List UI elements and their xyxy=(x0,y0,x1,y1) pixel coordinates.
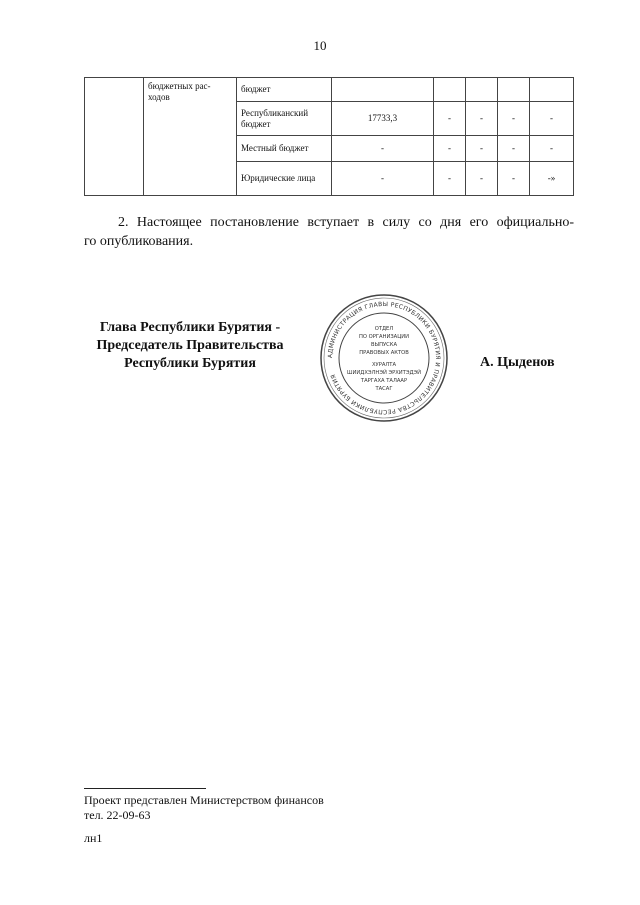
seal-line: ШИИДХЭЛНЭЙ ЭРХИТЭДЭЙ xyxy=(346,370,422,376)
value-cell: 17733,3 xyxy=(332,102,434,136)
value-cell: - xyxy=(434,162,466,196)
value-cell: - xyxy=(498,162,530,196)
footnote xyxy=(84,793,324,823)
expense-label-cell xyxy=(144,78,237,196)
source-cell: Республиканский бюджет xyxy=(237,102,332,136)
value-cell: - xyxy=(530,136,574,162)
signatory-title-line: Республики Бурятия xyxy=(124,356,256,371)
source-cell: Местный бюджет xyxy=(237,136,332,162)
seal-line: ТАРГАХА ТАЛААР xyxy=(360,378,408,384)
value-cell: - xyxy=(466,102,498,136)
signatory-name: А. Цыденов xyxy=(480,355,555,370)
footnote-line: Проект представлен Министерством финансов xyxy=(84,793,324,807)
value-cell xyxy=(434,78,466,102)
seal-ring-text: АДМИНИСТРАЦИЯ ГЛАВЫ РЕСПУБЛИКИ БУРЯТИЯ И ПРАВИТЕЛЬСТВА РЕСПУБЛИКИ БУРЯТИЯ xyxy=(326,300,442,416)
effective-date-paragraph xyxy=(84,213,574,251)
seal-line: ТАСАГ xyxy=(375,386,393,392)
value-cell xyxy=(466,78,498,102)
seal-line: ОТДЕЛ xyxy=(374,326,394,332)
value-cell: - xyxy=(434,136,466,162)
value-cell: - xyxy=(498,102,530,136)
document-code: лн1 xyxy=(84,831,103,845)
value-cell: - xyxy=(498,136,530,162)
value-cell: - xyxy=(466,162,498,196)
value-cell: - xyxy=(466,136,498,162)
value-cell: - xyxy=(530,102,574,136)
svg-text:АДМИНИСТРАЦИЯ ГЛАВЫ РЕСПУБЛИКИ xyxy=(327,301,441,415)
expense-label-line: ходов xyxy=(148,92,170,102)
official-seal xyxy=(318,292,450,424)
value-cell: - xyxy=(332,162,434,196)
seal-line: ПРАВОВЫХ АКТОВ xyxy=(359,350,409,356)
empty-cell xyxy=(85,78,144,196)
value-cell: -» xyxy=(530,162,574,196)
seal-line: ВЫПУСКА xyxy=(370,342,398,348)
signatory-title-line: Глава Республики Бурятия - xyxy=(99,320,281,335)
value-cell xyxy=(498,78,530,102)
footnote-divider xyxy=(84,788,206,789)
seal-line: ПО ОРГАНИЗАЦИИ xyxy=(358,334,410,340)
paragraph-line: 2. Настоящее постановление вступает в силу со дня его официально- xyxy=(118,215,574,230)
footnote-line: тел. 22-09-63 xyxy=(84,808,151,822)
table-row xyxy=(85,78,574,102)
value-cell xyxy=(530,78,574,102)
page-number: 10 xyxy=(313,38,327,53)
expense-label-line: бюджетных рас- xyxy=(148,81,211,91)
budget-table xyxy=(84,77,574,196)
value-cell: - xyxy=(332,136,434,162)
paragraph-line: го опубликования. xyxy=(84,234,194,249)
signatory-title xyxy=(74,319,306,373)
source-cell: Юридические лица xyxy=(237,162,332,196)
signatory-title-line: Председатель Правительства xyxy=(96,338,284,353)
value-cell: - xyxy=(434,102,466,136)
value-cell xyxy=(332,78,434,102)
source-cell: бюджет xyxy=(237,78,332,102)
seal-line: ХУРАЛТА xyxy=(371,362,397,368)
